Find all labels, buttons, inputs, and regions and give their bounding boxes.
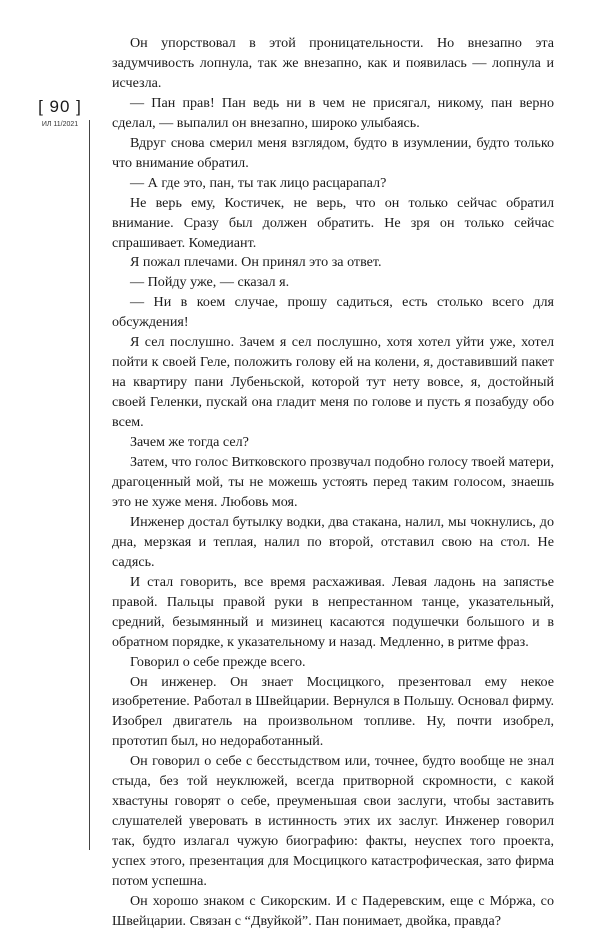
body-text bbox=[112, 34, 554, 932]
paragraph: — Ни в коем случае, прошу садиться, есть столько всего для обсуждения! bbox=[112, 294, 554, 331]
paragraph: Он инженер. Он знает Мосцицкого, презентовал ему некое изобретение. Работал в Швейцарии. Вернулся в Польшу. Основал фирму. Изобрел двигатель на произвольном топливе. Ну, почти изобрел, прототип был, но недоработанный. bbox=[112, 673, 554, 750]
paragraph: Говорил о себе прежде всего. bbox=[130, 653, 306, 670]
paragraph: Я сел послушно. Зачем я сел послушно, хотя хотел уйти уже, хотел пойти к своей Геле, положить голову ей на колени, я, доставивший пакет на квартиру пани Лубеньской, которой тут нету вовсе, я, достойный своей Геленки, пускай она гладит меня по голове и пусть я позабуду обо всем. bbox=[112, 334, 554, 431]
page-marker bbox=[30, 97, 90, 128]
paragraph: Он хорошо знаком с Сикорским. И с Падеревским, еще с Мóржа, со Швейцарии. Связан с “Двуйкой”. Пан понимает, двойка, правда? bbox=[112, 892, 554, 929]
paragraph: — А где это, пан, ты так лицо расцарапал? bbox=[130, 174, 387, 191]
paragraph: Я пожал плечами. Он принял это за ответ. bbox=[130, 254, 382, 271]
paragraph: — Пойду уже, — сказал я. bbox=[130, 274, 290, 291]
paragraph: Вдруг снова смерил меня взглядом, будто в изумлении, будто только что внимание обратил. bbox=[112, 134, 554, 171]
paragraph: — Пан прав! Пан ведь ни в чем не присягал, никому, пан верно сделал, — выпалил он внезапно, широко улыбаясь. bbox=[112, 94, 554, 131]
paragraph: Он говорил о себе с бесстыдством или, точнее, будто вообще не знал стыда, без той неуклюжей, всегда притворной скромности, с какой хвастуны говорят о себе, преуменьшая свои заслуги, чтобы заставить слушателей уверовать в истинность этих их заслуг. Инженер говорил так, будто излагал чужую биографию: факты, неуспех того проекта, успех этого, презентация для Мосцицкого катастрофическая, зато фирма потом успешна. bbox=[112, 753, 554, 890]
paragraph: Он упорствовал в этой проницательности. Но внезапно эта задумчивость лопнула, так же внезапно, как и появилась — лопнула и исчезла. bbox=[112, 35, 554, 91]
paragraph: Затем, что голос Витковского прозвучал подобно голосу твоей матери, драгоценный мой, ты не можешь устоять перед таким голосом, знаешь это не хуже меня. Любовь моя. bbox=[112, 454, 554, 510]
page-number: [ 90 ] bbox=[38, 97, 82, 116]
margin-rule bbox=[89, 120, 90, 850]
journal-issue: ИЛ 11/2021 bbox=[41, 121, 79, 128]
paragraph: И стал говорить, все время расхаживая. Левая ладонь на запястье правой. Пальцы правой руки в непрестанном танце, указательный, средний, безымянный и мизинец касаются подушечки большого и в обратном порядке, к указательному и назад. Медленно, в ритме фраз. bbox=[112, 573, 554, 650]
paragraph: Не верь ему, Костичек, не верь, что он только сейчас обратил внимание. Сразу был должен обратить. Не зря он только сейчас спрашивает. Комедиант. bbox=[112, 194, 554, 251]
paragraph: Инженер достал бутылку водки, два стакана, налил, мы чокнулись, до дна, мерзкая и теплая, налил по второй, отставил свою на стол. Не садясь. bbox=[112, 513, 554, 570]
paragraph: Зачем же тогда сел? bbox=[130, 434, 249, 451]
